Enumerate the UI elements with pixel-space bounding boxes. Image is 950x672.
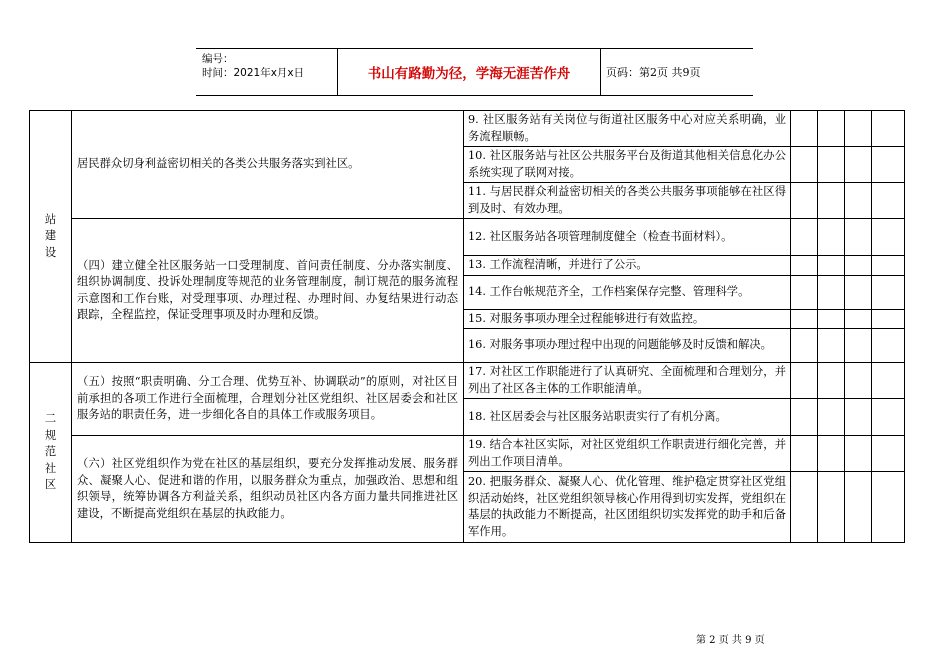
score-cell [791, 275, 818, 309]
score-cell [872, 183, 905, 219]
score-cell [845, 329, 872, 363]
section-char: 社 [44, 461, 57, 475]
criterion-cell: 14. 工作台帐规范齐全，工作档案保存完整、管理科学。 [464, 275, 791, 309]
criterion-cell: 18. 社区居委会与社区服务站职责实行了有机分离。 [464, 399, 791, 436]
criterion-cell: 19. 结合本社区实际，对社区党组织工作职责进行细化完善，并列出工作项目清单。 [464, 436, 791, 472]
score-cell [818, 363, 845, 399]
criterion-cell: 11. 与居民群众利益密切相关的各类公共服务事项能够在社区得到及时、有效办理。 [464, 183, 791, 219]
score-cell [872, 363, 905, 399]
score-cell [872, 147, 905, 183]
requirement-cell: （六）社区党组织作为党在社区的基层组织，要充分发挥推动发展、服务群众、凝聚人心、促进和谐的作用，以服务群众为重点，加强政治、思想和组织领导，统筹协调各方利益关系，组织动员社区内各方面力量共同推进社区建设，不断提高党组织在基层的执政能力。 [72, 436, 464, 543]
score-cell [845, 111, 872, 147]
score-cell [791, 329, 818, 363]
score-cell [818, 329, 845, 363]
section-char: 建 [44, 229, 57, 243]
score-cell [791, 147, 818, 183]
section-cell [30, 363, 72, 543]
table-row [30, 219, 905, 256]
score-cell [845, 399, 872, 436]
header-meta [196, 49, 338, 95]
criterion-cell: 16. 对服务事项办理过程中出现的问题能够及时反馈和解决。 [464, 329, 791, 363]
requirement-cell: （五）按照“职责明确、分工合理、优势互补、协调联动”的原则，对社区目前承担的各项工作进行全面梳理，合理划分社区党组织、社区居委会和社区服务站的职责任务，进一步细化各自的具体工作或服务项目。 [72, 363, 464, 436]
score-cell [845, 256, 872, 276]
score-cell [845, 309, 872, 329]
score-cell [818, 256, 845, 276]
score-cell [818, 399, 845, 436]
score-cell [791, 472, 818, 543]
score-cell [818, 472, 845, 543]
section-char: 区 [44, 478, 57, 492]
section-cell [30, 111, 72, 363]
page-header [196, 48, 753, 96]
score-cell [845, 147, 872, 183]
criterion-cell: 9. 社区服务站有关岗位与街道社区服务中心对应关系明确，业务流程顺畅。 [464, 111, 791, 147]
score-cell [872, 275, 905, 309]
table-row [30, 436, 905, 472]
score-cell [872, 436, 905, 472]
score-cell [845, 219, 872, 256]
criterion-cell: 20. 把服务群众、凝聚人心、优化管理、维护稳定贯穿社区党组织活动始终，社区党组织领导核心作用得到切实发挥，党组织在基层的执政能力不断提高，社区团组织切实发挥党的助手和后备军作用。 [464, 472, 791, 543]
header-page-info: 页码：第2页 共9页 [606, 66, 701, 79]
score-cell [791, 183, 818, 219]
score-cell [791, 363, 818, 399]
score-cell [818, 219, 845, 256]
score-cell [845, 363, 872, 399]
section-char: 站 [44, 212, 57, 226]
score-cell [791, 256, 818, 276]
header-motto: 书山有路勤为径，学海无涯苦作舟 [338, 49, 601, 95]
table-row [30, 111, 905, 147]
time-label: 时间：2021年x月x日 [202, 67, 305, 79]
section-char: 规 [44, 428, 57, 442]
score-cell [845, 472, 872, 543]
serial-label: 编号： [202, 53, 234, 65]
criterion-cell: 12. 社区服务站各项管理制度健全（检查书面材料）。 [464, 219, 791, 256]
score-cell [791, 309, 818, 329]
table-row [30, 363, 905, 399]
criterion-cell: 15. 对服务事项办理全过程能够进行有效监控。 [464, 309, 791, 329]
section-char: 范 [44, 445, 57, 459]
criterion-cell: 17. 对社区工作职能进行了认真研究、全面梳理和合理划分，并列出了社区各主体的工作职能清单。 [464, 363, 791, 399]
score-cell [818, 275, 845, 309]
score-cell [872, 111, 905, 147]
evaluation-table [29, 110, 905, 543]
score-cell [872, 329, 905, 363]
score-cell [791, 436, 818, 472]
page-footer: 第 2 页 共 9 页 [696, 635, 765, 646]
score-cell [872, 399, 905, 436]
section-char: 二 [44, 412, 57, 426]
score-cell [872, 256, 905, 276]
requirement-cell: （四）建立健全社区服务站一口受理制度、首问责任制度、分办落实制度、组织协调制度、投诉处理制度等规范的业务管理制度，制订规范的服务流程示意图和工作台账，对受理事项、办理过程、办理时间、办复结果进行动态跟踪，全程监控，保证受理事项及时办理和反馈。 [72, 219, 464, 363]
score-cell [818, 309, 845, 329]
section-char: 设 [44, 245, 57, 259]
score-cell [818, 147, 845, 183]
score-cell [791, 399, 818, 436]
score-cell [872, 219, 905, 256]
score-cell [818, 183, 845, 219]
score-cell [818, 436, 845, 472]
score-cell [791, 219, 818, 256]
score-cell [791, 111, 818, 147]
criterion-cell: 13. 工作流程清晰，并进行了公示。 [464, 256, 791, 276]
score-cell [845, 275, 872, 309]
score-cell [872, 309, 905, 329]
requirement-cell: 居民群众切身利益密切相关的各类公共服务落实到社区。 [72, 111, 464, 219]
score-cell [845, 436, 872, 472]
score-cell [818, 111, 845, 147]
score-cell [845, 183, 872, 219]
score-cell [872, 472, 905, 543]
criterion-cell: 10. 社区服务站与社区公共服务平台及街道其他相关信息化办公系统实现了联网对接。 [464, 147, 791, 183]
